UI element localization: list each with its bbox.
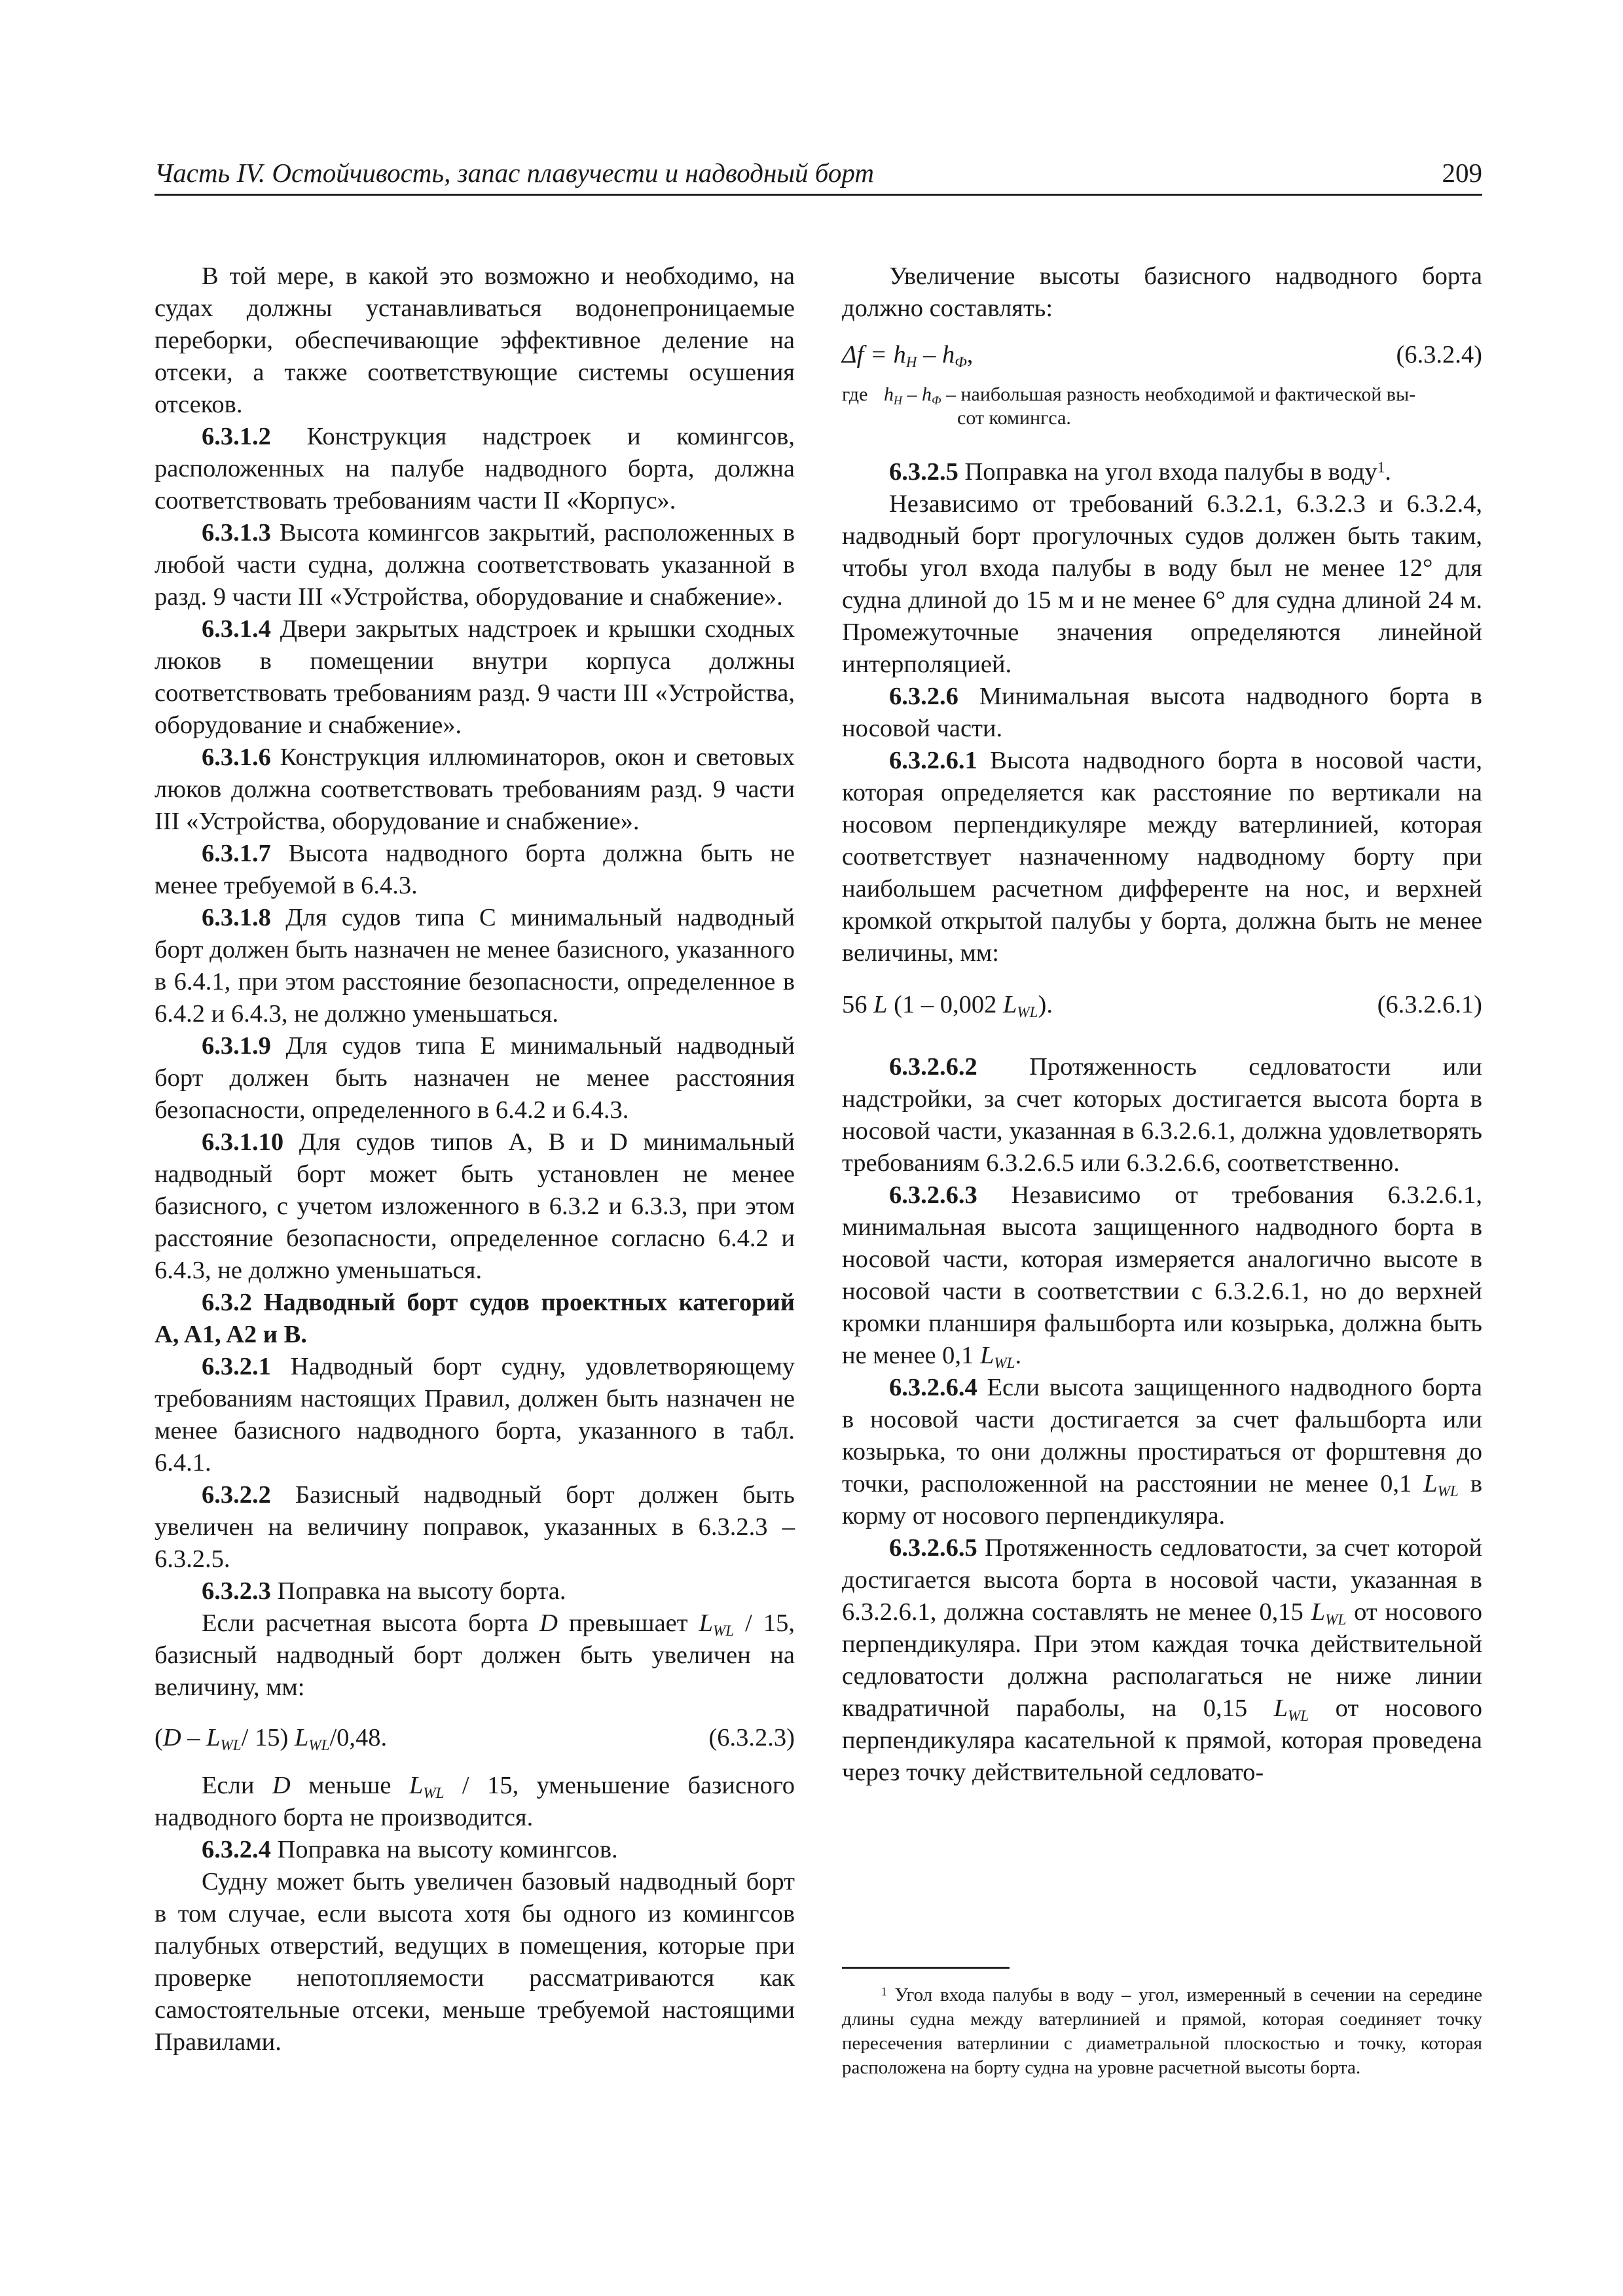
clause-text: Независимо от требования 6.3.2.6.1, минимальная высота защищенного надводного борта в носовой части, которая измеряется аналогично высоте в носовой части в соответствии с 6.3.2.6.1, но до верхней кромки планширя фальшборта или козырька, должна быть не менее 0,1 xyxy=(842,1181,1482,1369)
clause-text: Надводный борт судну, удовлетворяющему требованиям настоящих Правил, должен быть назначен не менее базисного надводного борта, указанного в табл. 6.4.1. xyxy=(155,1353,795,1477)
clause-number: 6.3.1.6 xyxy=(202,744,271,771)
subscript: WL xyxy=(1437,1482,1459,1499)
text-run: / 15, базисный надводный борт должен быть увеличен на величину, мм: xyxy=(155,1609,795,1701)
subscript: Ф xyxy=(932,393,941,407)
clause-number: 6.3.1.10 xyxy=(202,1128,284,1156)
clause-number: 6.3.2.6.1 xyxy=(889,747,977,774)
clause-text: Высота надводного борта должна быть не менее требуемой в 6.4.3. xyxy=(155,840,795,899)
clause-text: Конструкция иллюминаторов, окон и световых люков должна соответствовать требованиям разд. 9 части III «Устройства, оборудование и снабжение». xyxy=(155,744,795,835)
text-run: . xyxy=(1385,458,1391,486)
clause-number: 6.3.1.8 xyxy=(202,904,271,931)
clause-text: Для судов типа С минимальный надводный борт должен быть назначен не менее базисного, указанного в 6.4.1, при этом расстояние безопасности, определенное в 6.4.2 и 6.4.3, не должно уменьшаться. xyxy=(155,904,795,1028)
paragraph xyxy=(155,1770,795,1834)
clause-number: 6.3.1.7 xyxy=(202,840,271,867)
right-column xyxy=(842,260,1482,1789)
clause-text: Поправка на высоту комингсов. xyxy=(270,1836,618,1863)
text-run: Угол входа палубы в воду – угол, измеренный в сечении на середине длины судна между ватерлинией и прямой, которая соединяет точку пересечения ватерлинии с диаметральной плоскостью и точку, которая расположена на борту судна на уровне расчетной высоты борта. xyxy=(842,1984,1482,2078)
clause-number: 6.3.1.4 xyxy=(202,615,271,643)
paragraph-6-3-1-3 xyxy=(155,517,795,613)
paragraph-6-3-2-1 xyxy=(155,1351,795,1479)
clause-number: 6.3.2.1 xyxy=(202,1353,271,1380)
subscript: WL xyxy=(713,1621,735,1639)
paragraph-6-3-1-6 xyxy=(155,742,795,838)
clause-text: Для судов типа E минимальный надводный борт должен быть назначен не менее расстояния безопасности, определенного в 6.4.2 и 6.4.3. xyxy=(155,1032,795,1124)
symbol-l: L xyxy=(409,1772,424,1799)
text-run: /0,48. xyxy=(329,1724,388,1751)
symbol-l: L xyxy=(979,1342,994,1369)
paragraph-6-3-2-6 xyxy=(842,681,1482,745)
formula-expression xyxy=(842,339,973,371)
clause-text: Для судов типов A, B и D минимальный надводный борт может быть установлен не менее базисного, с учетом изложенного в 6.3.2 и 6.3.3, при этом расстояние безопасности, определенное согласно 6.4.2 и 6.4.3, не должно уменьшаться. xyxy=(155,1128,795,1284)
symbol-d: D xyxy=(272,1772,291,1799)
clause-number: 6.3.2.4 xyxy=(202,1836,271,1863)
symbol-l: L xyxy=(1273,1695,1288,1722)
text-run: Если расчетная высота борта xyxy=(202,1609,540,1637)
running-header xyxy=(155,153,1482,196)
paragraph-6-3-2-2 xyxy=(155,1479,795,1575)
formula-expression xyxy=(842,989,1053,1021)
paragraph-6-3-1-7 xyxy=(155,838,795,902)
text-run: в корму от носового перпендикуляра. xyxy=(842,1470,1482,1530)
subscript: WL xyxy=(994,1354,1015,1371)
subscript: WL xyxy=(423,1784,445,1801)
clause-number: 6.3.2.5 xyxy=(889,458,958,486)
formula-legend xyxy=(842,383,1482,433)
subscript: Н xyxy=(905,353,917,370)
clause-number: 6.3.2.6.3 xyxy=(889,1181,977,1209)
subscript: Ф xyxy=(955,353,967,370)
clause-number: 6.3.1.2 xyxy=(202,423,271,450)
text-run: от носового перпендикуляра касательной к прямой, которая проведена через точку действительной седловато- xyxy=(842,1695,1483,1786)
symbol-l: L xyxy=(1311,1598,1326,1626)
text-run: Δf = h xyxy=(842,341,906,368)
paragraph: Судну может быть увеличен базовый надводный борт в том случае, если высота хотя бы одного из комингсов палубных отверстий, ведущих в помещения, которые при проверке непотопляемости рассматриваются как самостоятельные отсеки, меньше требуемой настоящими Правилами. xyxy=(155,1868,795,2056)
text-run: (1 – 0,002 xyxy=(887,991,1003,1018)
symbol-l: L xyxy=(1003,991,1017,1018)
subscript: WL xyxy=(308,1736,330,1753)
clause-number: 6.3.2.6.5 xyxy=(889,1534,977,1562)
legend-text-continued: сот комингса. xyxy=(957,407,1071,429)
text-run: – xyxy=(181,1724,207,1751)
paragraph-6-3-2-6-2 xyxy=(842,1051,1482,1179)
paragraph-6-3-2-4 xyxy=(155,1834,795,1866)
subscript: WL xyxy=(220,1736,242,1753)
symbol-h: h xyxy=(884,384,894,405)
paragraph: Независимо от требований 6.3.2.1, 6.3.2.3 и 6.3.2.4, надводный борт прогулочных судов должен быть таким, чтобы угол входа палубы в воду был не менее 12° для судна длиной до 15 м и не менее 6° для судна длиной 24 м. Промежуточные значения определяются линейной интерполяцией. xyxy=(842,490,1482,678)
formula-6-3-2-6-1 xyxy=(842,989,1482,1021)
text-run: / 15, уменьшение базисного надводного борта не производится. xyxy=(155,1772,795,1831)
clause-text: Поправка на высоту борта. xyxy=(270,1577,566,1605)
formula-6-3-2-4 xyxy=(842,339,1482,371)
symbol-l: L xyxy=(206,1724,221,1751)
text-run: – h xyxy=(917,341,955,368)
subscript: WL xyxy=(1017,1003,1038,1020)
section-heading-6-3-2 xyxy=(155,1287,795,1351)
clause-text: Протяженность седловатости или надстройки, за счет которых достигается высота борта в носовой части, указанная в 6.3.2.6.1, должна удовлетворять требованиям 6.3.2.6.5 или 6.3.2.6.6, соответственно. xyxy=(842,1053,1482,1177)
text-run: 56 xyxy=(842,991,874,1018)
text-run: / 15) xyxy=(241,1724,295,1751)
footnote-divider xyxy=(842,1967,1010,1969)
paragraph-6-3-1-8 xyxy=(155,902,795,1030)
text-run: Если xyxy=(202,1772,272,1799)
symbol-l: L xyxy=(294,1724,309,1751)
subscript: WL xyxy=(1325,1610,1347,1628)
clause-number: 6.3.1.3 xyxy=(202,519,271,547)
text-run: превышает xyxy=(557,1609,699,1637)
formula-number: (6.3.2.6.1) xyxy=(1377,991,1482,1018)
page-number: 209 xyxy=(1442,158,1482,188)
section-heading-text: 6.3.2 Надводный борт судов проектных категорий A, A1, A2 и B. xyxy=(155,1289,795,1348)
footnote-text xyxy=(842,1983,1482,2080)
paragraph-6-3-2-6-4 xyxy=(842,1372,1482,1532)
paragraph-6-3-2-3 xyxy=(155,1575,795,1607)
legend-symbol xyxy=(884,383,1415,406)
text-run: , xyxy=(966,341,974,368)
clause-text: Минимальная высота надводного борта в носовой части. xyxy=(842,683,1482,742)
paragraph-6-3-1-10 xyxy=(155,1126,795,1287)
formula-number: (6.3.2.4) xyxy=(1396,341,1482,368)
clause-text: Поправка на угол входа палубы в воду xyxy=(958,458,1377,486)
clause-text: Конструкция надстроек и комингсов, расположенных на палубе надводного борта, должна соответствовать требованиям части II «Корпус». xyxy=(155,423,795,514)
clause-text: Двери закрытых надстроек и крышки сходных люков в помещении внутри корпуса должны соответствовать требованиям разд. 9 части III «Устройства, оборудование и снабжение». xyxy=(155,615,795,739)
clause-number: 6.3.2.3 xyxy=(202,1577,271,1605)
paragraph-6-3-2-6-1 xyxy=(842,745,1482,969)
clause-number: 6.3.1.9 xyxy=(202,1032,271,1060)
paragraph: В той мере, в какой это возможно и необходимо, на судах должны устанавливаться водонепроницаемые переборки, обеспечивающие эффективное деление на отсеки, а также соответствующие системы осушения отсеков. xyxy=(155,262,795,418)
where-word: где xyxy=(842,384,868,405)
paragraph xyxy=(155,1607,795,1704)
clause-text: Базисный надводный борт должен быть увеличен на величину поправок, указанных в 6.3.2.3 – 6.3.2.5. xyxy=(155,1481,795,1573)
paragraph: Увеличение высоты базисного надводного борта должно составлять: xyxy=(842,262,1482,322)
text-run: меньше xyxy=(290,1772,409,1799)
legend-text: – наибольшая разность необходимой и фактической вы- xyxy=(941,384,1416,405)
text-run: от носового перпендикуляра. При этом каждая точка действительной седловатости должна располагаться не ниже линии квадратичной параболы, на 0,15 xyxy=(842,1598,1482,1722)
footnote xyxy=(842,1983,1482,2080)
text-run: ( xyxy=(155,1724,163,1751)
symbol-d: D xyxy=(162,1724,181,1751)
symbol-l: L xyxy=(699,1609,714,1637)
clause-text: Высота надводного борта в носовой части, которая определяется как расстояние по вертикали на носовом перпендикуляре между ватерлинией, которая соответствует назначенному надводному борту при наибольшем расчетном дифференте на нос, и верхней кромкой открытой палубы у борта, должна быть не менее величины, мм: xyxy=(842,747,1482,967)
clause-text: Если высота защищенного надводного борта в носовой части достигается за счет фальшборта или козырька, то они должны простираться от форштевня до точки, расположенной на расстоянии не менее 0,1 xyxy=(842,1374,1482,1498)
header-title: Часть IV. Остойчивость, запас плавучести и надводный борт xyxy=(155,158,874,188)
clause-text: Высота комингсов закрытий, расположенных в любой части судна, должна соответствовать указанной в разд. 9 части III «Устройства, оборудование и снабжение». xyxy=(155,519,795,611)
footnote-mark: 1 xyxy=(881,1984,887,1998)
formula-number: (6.3.2.3) xyxy=(708,1724,795,1751)
clause-number: 6.3.2.6.2 xyxy=(889,1053,977,1081)
symbol-h: – h xyxy=(902,384,932,405)
paragraph-6-3-1-4 xyxy=(155,613,795,742)
symbol-d: D xyxy=(539,1609,558,1637)
text-run: ). xyxy=(1038,991,1053,1018)
paragraph-6-3-2-5 xyxy=(842,456,1482,488)
formula-6-3-2-3 xyxy=(155,1722,795,1754)
left-column xyxy=(155,260,795,2058)
paragraph-6-3-1-9 xyxy=(155,1030,795,1126)
paragraph-6-3-2-6-5 xyxy=(842,1532,1482,1789)
symbol-l: L xyxy=(873,991,888,1018)
subscript: WL xyxy=(1288,1706,1309,1724)
clause-number: 6.3.2.2 xyxy=(202,1481,271,1509)
paragraph-6-3-1-2 xyxy=(155,421,795,517)
subscript: Н xyxy=(894,393,902,407)
clause-number: 6.3.2.6.4 xyxy=(889,1374,977,1401)
symbol-l: L xyxy=(1423,1470,1438,1498)
clause-text: Протяженность седловатости, за счет которой достигается высота борта в носовой части, указанная в 6.3.2.6.1, должна составлять не менее 0,15 xyxy=(842,1534,1482,1626)
paragraph-6-3-2-6-3 xyxy=(842,1179,1482,1372)
text-run: . xyxy=(1015,1342,1022,1369)
footnote-mark: 1 xyxy=(1377,458,1385,476)
formula-expression xyxy=(155,1722,387,1754)
clause-number: 6.3.2.6 xyxy=(889,683,958,710)
